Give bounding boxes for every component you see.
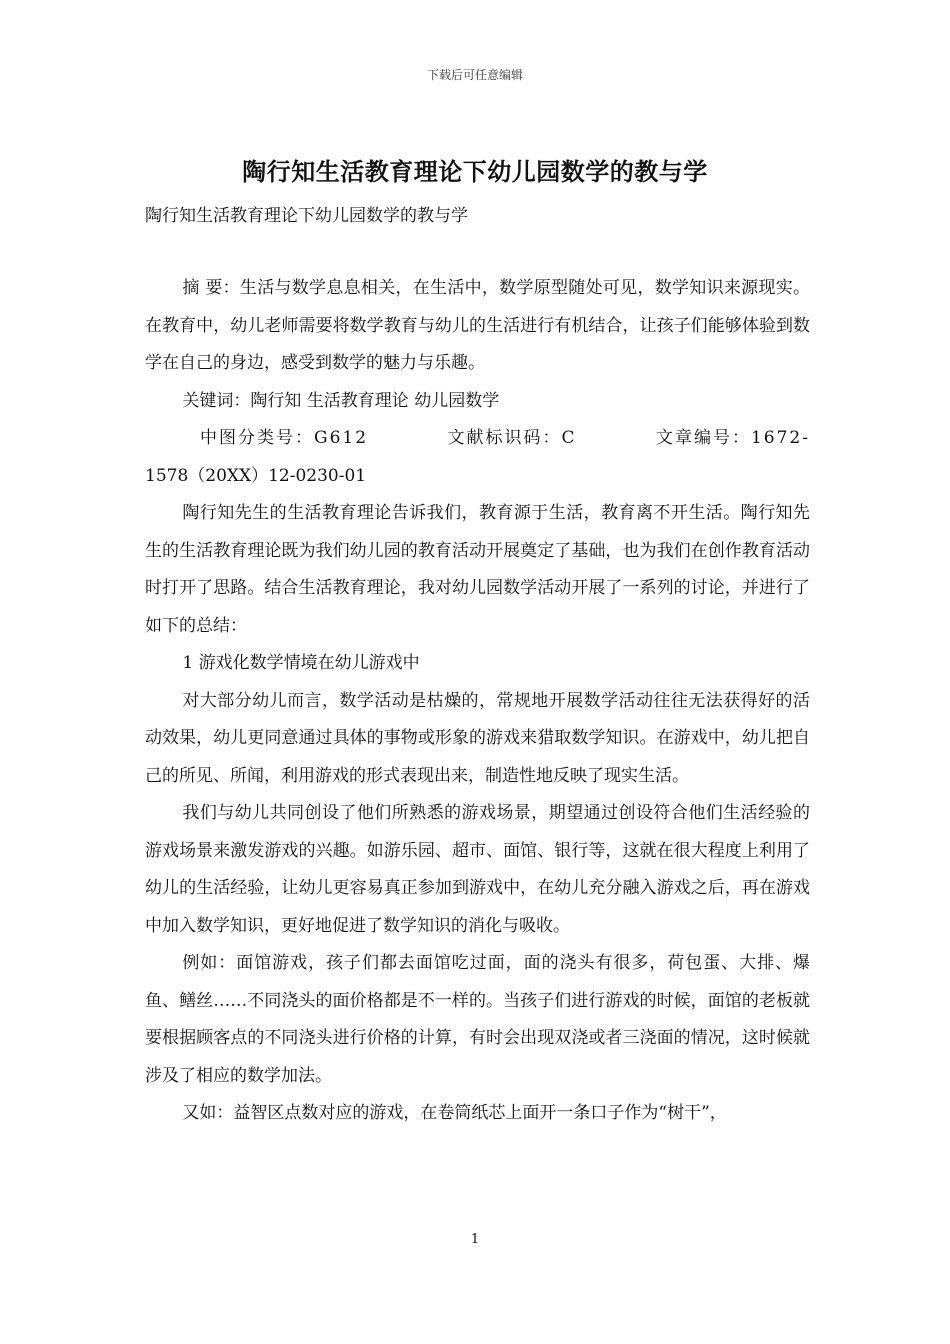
- abstract-paragraph: 摘 要：生活与数学息息相关，在生活中，数学原型随处可见，数学知识来源现实。在教育中，幼儿老师需要将数学教育与幼儿的生活进行有机结合，让孩子们能够体验到数学在自己的身边，感受到数学的魅力与乐趣。: [145, 278, 810, 373]
- classification-line: [145, 420, 810, 458]
- body-paragraph: 陶行知先生的生活教育理论告诉我们，教育源于生活，教育离不开生活。陶行知先生的生活教育理论既为我们幼儿园的教育活动开展奠定了基础，也为我们在创作教育活动时打开了思路。结合生活教育理论，我对幼儿园数学活动开展了一系列的讨论，并进行了如下的总结：: [145, 503, 810, 636]
- section-heading: 1 游戏化数学情境在幼儿游戏中: [182, 653, 420, 673]
- document-code: 文献标识码：C: [447, 428, 577, 448]
- keywords-line: 关键词：陶行知 生活教育理论 幼儿园数学: [182, 390, 500, 411]
- body-paragraph: 对大部分幼儿而言，数学活动是枯燥的，常规地开展数学活动往往无法获得好的活动效果，幼儿更同意通过具体的事物或形象的游戏来猎取数学知识。在游戏中，幼儿把自己的所见、所闻，利用游戏的形式表现出来，制造性地反映了现实生活。: [145, 690, 810, 786]
- header-note: 下载后可任意编辑: [426, 68, 523, 82]
- clc-number: 中图分类号：G612: [200, 428, 369, 448]
- body-paragraph: 我们与幼儿共同创设了他们所熟悉的游戏场景，期望通过创设符合他们生活经验的游戏场景来激发游戏的兴趣。如游乐园、超市、面馆、银行等，这就在很大程度上利用了幼儿的生活经验，让幼儿更容易真正参加到游戏中，在幼儿充分融入游戏之后，再在游戏中加入数学知识，更好地促进了数学知识的消化与吸收。: [145, 803, 810, 936]
- document-body: [145, 270, 810, 1133]
- body-paragraph: 又如：益智区点数对应的游戏，在卷筒纸芯上面开一条口子作为“树干”，: [182, 1103, 727, 1123]
- document-subtitle: 陶行知生活教育理论下幼儿园数学的教与学: [145, 206, 468, 226]
- document-title: 陶行知生活教育理论下幼儿园数学的教与学: [242, 157, 708, 186]
- article-number: 文章编号：1672-: [655, 428, 810, 448]
- body-paragraph: 例如：面馆游戏，孩子们都去面馆吃过面，面的浇头有很多，荷包蛋、大排、爆鱼、鳝丝……不同浇头的面价格都是不一样的。当孩子们进行游戏的时候，面馆的老板就要根据顾客点的不同浇头进行价格的计算，有时会出现双浇或者三浇面的情况，这时候就涉及了相应的数学加法。: [145, 953, 810, 1086]
- page-number: 1: [470, 1232, 480, 1247]
- article-number-continued: 1578（20XX）12-0230-01: [145, 465, 367, 486]
